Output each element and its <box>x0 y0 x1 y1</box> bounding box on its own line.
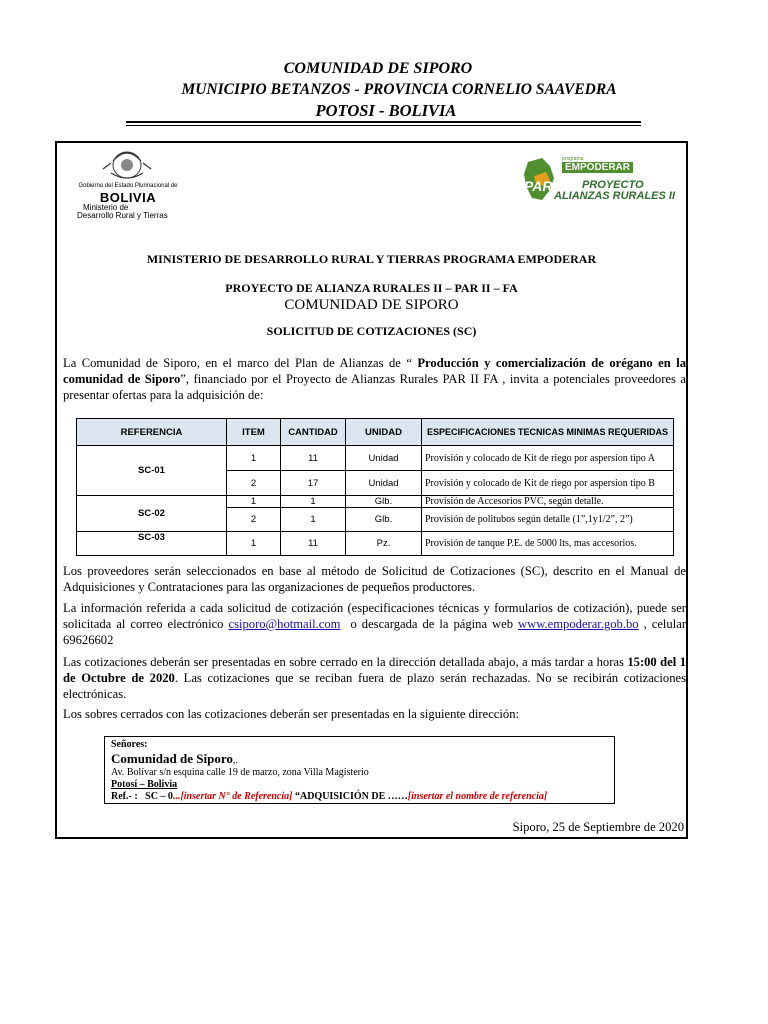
address-name: Comunidad de Siporo <box>111 751 233 766</box>
item-cell: 1 <box>227 532 281 556</box>
qty-cell: 11 <box>281 446 346 471</box>
bolivia-logo <box>63 147 193 225</box>
desc-cell: Provisión de politubos según detalle (1”,1y1/2”, 2”) <box>422 508 674 532</box>
col-header-unit: UNIDAD <box>346 419 422 446</box>
deadline-text-b: . Las cotizaciones que se reciban fuera de plazo serán rechazadas. No se recibirán cotizaciones electrónicas. <box>63 671 686 701</box>
col-header-reference: REFERENCIA <box>77 419 227 446</box>
table-row <box>77 532 674 556</box>
info-text-b: o descargada de la página web <box>340 617 519 631</box>
item-cell: 1 <box>227 446 281 471</box>
logo-left-ministry1: Ministerio de <box>83 203 129 212</box>
address-intro-paragraph: Los sobres cerrados con las cotizaciones deberán ser presentadas en la siguiente dirección: <box>63 707 519 721</box>
unit-cell: Pz. <box>346 532 422 556</box>
address-name-suffix: ,. <box>232 755 238 766</box>
address-ref-name-placeholder: [insertar el nombre de referencia] <box>407 791 548 802</box>
item-cell: 1 <box>227 496 281 508</box>
info-text-c: , celular 69626602 <box>63 617 687 647</box>
community-title: COMUNIDAD DE SIPORO <box>284 297 459 313</box>
intro-paragraph <box>63 355 686 403</box>
ref-cell: SC-03 <box>77 532 227 556</box>
address-street: Av. Bolívar s/n esquina calle 19 de marzo, zona Villa Magisterio <box>111 767 369 778</box>
unit-cell: Glb. <box>346 496 422 508</box>
info-text-a: La información referida a cada solicitud de cotización (especificaciones técnicas y formularios de cotización), puede ser solicitada al correo electrónico <box>63 601 686 631</box>
logo-left-ministry2: Desarrollo Rural y Tierras <box>77 211 168 220</box>
project-title: PROYECTO DE ALIANZA RURALES II – PAR II – FA <box>225 281 518 295</box>
desc-cell: Provisión de tanque P.E. de 5000 lts, mas accesorios. <box>422 532 674 556</box>
intro-project-name: Producción y comercialización de orégano en la comunidad de Siporo <box>63 356 686 386</box>
address-reference-line <box>111 791 608 803</box>
logo-project2: ALIANZAS RURALES II <box>554 190 675 202</box>
desc-cell: Provisión y colocado de Kit de riego por aspersion tipo A <box>422 446 674 471</box>
intro-text-c: ”, financiado por el Proyecto de Alianzas Rurales PAR II FA , invita a potenciales proveedores a presentar ofertas para la adquisición de: <box>63 372 686 402</box>
deadline-paragraph <box>63 654 686 702</box>
request-title: SOLICITUD DE COTIZACIONES (SC) <box>266 324 477 338</box>
col-header-item: ITEM <box>227 419 281 446</box>
table-header-row <box>77 419 674 446</box>
header-rule-thin <box>126 125 641 126</box>
header-municipality: MUNICIPIO BETANZOS - PROVINCIA CORNELIO SAAVEDRA <box>181 81 617 98</box>
unit-cell: Unidad <box>346 471 422 496</box>
item-cell: 2 <box>227 471 281 496</box>
ref-cell: SC-01 <box>77 446 227 496</box>
table-row <box>77 446 674 471</box>
address-ref-mid: “ADQUISICIÓN DE …… <box>292 791 408 802</box>
qty-cell: 11 <box>281 532 346 556</box>
logo-project1: PROYECTO <box>582 179 644 191</box>
empoderar-logo <box>520 156 680 206</box>
address-greeting: Señores: <box>111 739 148 750</box>
ref-cell: SC-02 <box>77 496 227 532</box>
address-ref-placeholder: ...[insertar N° de Referencia] <box>172 791 293 802</box>
information-paragraph <box>63 600 686 648</box>
logo-program-small: programa <box>562 156 584 162</box>
col-header-quantity: CANTIDAD <box>281 419 346 446</box>
qty-cell: 17 <box>281 471 346 496</box>
unit-cell: Unidad <box>346 446 422 471</box>
unit-cell: Glb. <box>346 508 422 532</box>
requirements-table <box>76 418 674 556</box>
qty-cell: 1 <box>281 508 346 532</box>
website-link[interactable]: www.empoderar.gob.bo <box>518 617 639 631</box>
logo-par: PAR <box>524 178 553 194</box>
logo-left-country: BOLIVIA <box>99 190 157 205</box>
logo-program: EMPODERAR <box>562 162 633 173</box>
header-rule-thick <box>126 121 641 123</box>
selection-paragraph: Los proveedores serán seleccionados en base al método de Solicitud de Cotizaciones (SC), descrito en el Manual de Adquisiciones y Contrataciones para las organizaciones de pequeños productores. <box>63 564 686 594</box>
item-cell: 2 <box>227 508 281 532</box>
desc-cell: Provisión y colocado de Kit de riego por aspersion tipo B <box>422 471 674 496</box>
address-name-line <box>111 751 608 767</box>
address-city: Potosí – Bolivia <box>111 779 178 790</box>
address-ref-label: Ref.- : SC – 0 <box>111 791 173 802</box>
header-location: POTOSI - BOLIVIA <box>315 101 457 120</box>
col-header-specs: ESPECIFICACIONES TECNICAS MINIMAS REQUERIDAS <box>422 419 674 446</box>
address-box <box>104 736 615 804</box>
logo-left-title: Gobierno del Estado Plurinacional de <box>78 183 178 189</box>
header-community: COMUNIDAD DE SIPORO <box>283 60 473 77</box>
desc-cell: Provisión de Accesorios PVC, según detalle. <box>422 496 674 508</box>
document-date: Siporo, 25 de Septiembre de 2020 <box>512 820 684 834</box>
intro-text-a: La Comunidad de Siporo, en el marco del Plan de Alianzas de “ <box>63 356 418 370</box>
table-row <box>77 496 674 508</box>
ministry-title: MINISTERIO DE DESARROLLO RURAL Y TIERRAS PROGRAMA EMPODERAR <box>146 252 597 266</box>
deadline-value: 15:00 del 1 de Octubre de 2020 <box>63 655 686 685</box>
deadline-text-a: Las cotizaciones deberán ser presentadas en sobre cerrado en la dirección detallada abajo, a más tardar a horas <box>63 655 628 669</box>
email-link[interactable]: csiporo@hotmail.com <box>228 617 341 631</box>
qty-cell: 1 <box>281 496 346 508</box>
